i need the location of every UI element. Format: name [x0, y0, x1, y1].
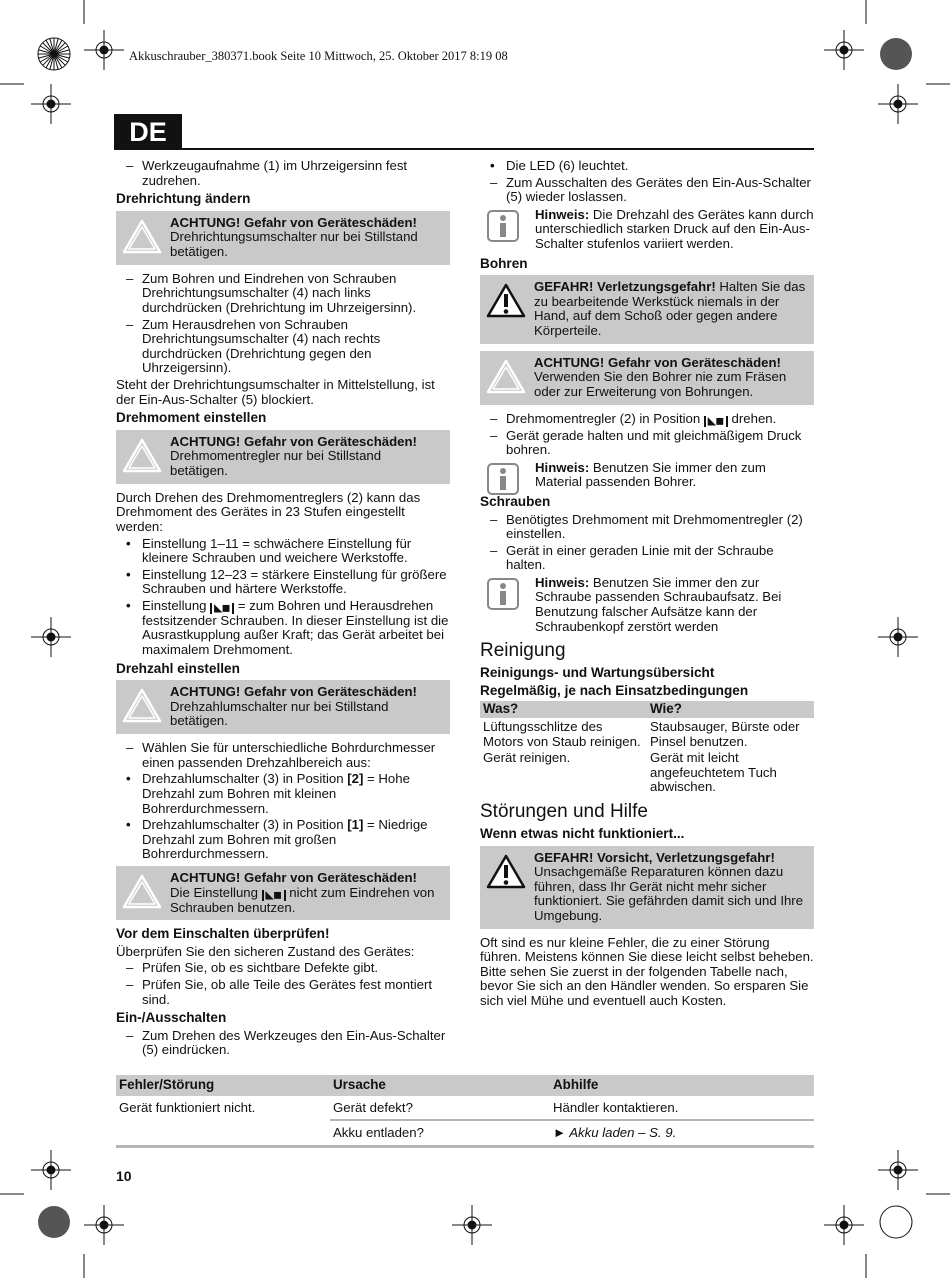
- text: [2]: [347, 771, 364, 787]
- heading-drehmoment: Drehmoment einstellen: [116, 410, 267, 426]
- table-row: [116, 1096, 814, 1121]
- heading-ein-ausschalten: Ein-/Ausschalten: [116, 1010, 227, 1026]
- left-column: [116, 159, 450, 1060]
- info-icon: [486, 577, 520, 611]
- caution-triangle-icon: [122, 438, 162, 474]
- text: drehen.: [727, 410, 777, 426]
- caution-text: Verwenden Sie den Bohrer nie zum Fräsen oder zur Erweiterung von Bohrungen.: [534, 369, 787, 399]
- note-label: Hinweis:: [535, 206, 590, 222]
- paragraph: Überprüfen Sie den sicheren Zustand des Gerätes:: [116, 943, 415, 959]
- list-item: – Prüfen Sie, ob es sichtbare Defekte gibt.: [116, 961, 450, 976]
- text: = Niedrige Drehzahl zum Bohren mit großen Bohrerdurchmessern.: [142, 817, 428, 862]
- danger-box: [480, 275, 814, 343]
- caution-title: ACHTUNG! Gefahr von Geräteschäden!: [534, 354, 781, 370]
- header-rule: [114, 148, 814, 150]
- table-cell: Gerät defekt?: [330, 1096, 550, 1121]
- text: Einstellung: [142, 597, 211, 613]
- caution-text: Drehzahlumschalter nur bei Stillstand betätigen.: [170, 698, 389, 729]
- text: Drehzahlumschalter (3) in Position: [142, 771, 348, 787]
- text: Drehzahlumschalter (3) in Position: [142, 817, 348, 833]
- column-header: Ursache: [330, 1075, 550, 1096]
- list-item: – Gerät in einer geraden Linie mit der Schraube halten.: [480, 544, 814, 573]
- table-cell: Händler kontaktieren.: [550, 1096, 814, 1121]
- table-cell-link[interactable]: ► Akku laden – S. 9.: [550, 1120, 814, 1146]
- heading-schrauben: Schrauben: [480, 493, 551, 509]
- table-cell: Gerät funktioniert nicht.: [119, 1100, 256, 1116]
- danger-triangle-icon: [486, 854, 526, 890]
- heading-drehrichtung: Drehrichtung ändern: [116, 191, 251, 207]
- table-cell: Staubsauger, Bürste oder Pinsel benutzen.: [650, 719, 800, 749]
- caution-title: ACHTUNG! Gefahr von Geräteschäden!: [170, 870, 417, 885]
- caution-triangle-icon: [122, 688, 162, 724]
- note-text: Benutzen Sie immer den zum Material passenden Bohrer.: [535, 459, 766, 490]
- danger-box: [480, 846, 814, 929]
- language-tab: DE: [114, 114, 182, 150]
- note-label: Hinweis:: [535, 574, 590, 590]
- list-item: [480, 412, 814, 427]
- table-cell: Gerät mit leicht angefeuchtetem Tuch abwischen.: [650, 750, 777, 795]
- column-header: Fehler/Störung: [116, 1075, 330, 1096]
- table-cell: Lüftungsschlitze des Motors von Staub reinigen.: [483, 719, 641, 749]
- text: = Hohe Drehzahl zum Bohren mit kleinen Bohrerdurchmessern.: [142, 771, 410, 816]
- caution-text: Drehrichtungsumschalter nur bei Stillstand betätigen.: [170, 229, 418, 259]
- print-header: Akkuschrauber_380371.book Seite 10 Mittwoch, 25. Oktober 2017 8:19 08: [129, 49, 508, 63]
- paragraph: Durch Drehen des Drehmomentreglers (2) kann das Drehmoment des Gerätes in 23 Stufen eingestellt werden:: [116, 489, 421, 534]
- list-item: • Einstellung 12–23 = stärkere Einstellung für größere Schrauben und härtere Werkstoffe.: [116, 568, 450, 597]
- heading-drehzahl: Drehzahl einstellen: [116, 660, 240, 676]
- troubleshooting-table: [116, 1075, 814, 1148]
- right-column: [480, 159, 814, 1011]
- list-item: – Zum Herausdrehen von Schrauben Drehrichtungsumschalter (4) nach rechts durchdrücken (Drehrichtung gegen den Uhrzeigersinn).: [116, 318, 450, 376]
- list-item: [116, 818, 450, 862]
- caution-text: [170, 886, 442, 916]
- list-item: – Wählen Sie für unterschiedliche Bohrdurchmesser einen passenden Drehzahlbereich aus:: [116, 741, 450, 770]
- table-cell: Gerät reinigen.: [483, 750, 571, 766]
- heading-wenn-etwas: Wenn etwas nicht funktioniert...: [480, 826, 685, 841]
- caution-title: ACHTUNG! Gefahr von Geräteschäden!: [170, 433, 417, 449]
- list-item: – Benötigtes Drehmoment mit Drehmomentregler (2) einstellen.: [480, 513, 814, 542]
- list-item: – Zum Ausschalten des Gerätes den Ein-Aus-Schalter (5) wieder loslassen.: [480, 176, 814, 205]
- table-row: [480, 718, 814, 749]
- info-icon: [486, 462, 520, 496]
- caution-triangle-icon: [122, 219, 162, 255]
- caution-box: [116, 866, 450, 920]
- column-header: Wie?: [647, 701, 814, 718]
- list-item: [116, 772, 450, 816]
- caution-box: [480, 351, 814, 405]
- list-item: • Die LED (6) leuchtet.: [480, 159, 814, 174]
- table-cell: [116, 1120, 330, 1146]
- maintenance-table: [480, 701, 814, 795]
- info-icon: [486, 209, 520, 243]
- list-item: – Werkzeugaufnahme (1) im Uhrzeigersinn fest zudrehen.: [116, 159, 450, 188]
- note-box: [480, 576, 814, 634]
- text: Die Einstellung: [170, 884, 262, 900]
- text: = zum Bohren und Herausdrehen festsitzender Schrauben. In dieser Einstellung ist die Ausrastkupplung außer Kraft; das Gerät arbeitet bei maximalem Drehmoment.: [142, 597, 449, 658]
- paragraph: Steht der Drehrichtungsumschalter in Mittelstellung, ist der Ein-Aus-Schalter (5) blockiert.: [116, 376, 435, 407]
- list-item: – Zum Drehen des Werkzeuges den Ein-Aus-Schalter (5) eindrücken.: [116, 1029, 450, 1058]
- list-item: – Prüfen Sie, ob alle Teile des Gerätes fest montiert sind.: [116, 978, 450, 1007]
- table-row: [480, 749, 814, 795]
- column-header: Abhilfe: [550, 1075, 814, 1096]
- text: nicht zum Eindrehen von Schrauben benutzen.: [170, 884, 435, 915]
- caution-triangle-icon: [122, 874, 162, 910]
- heading-reinigung: Reinigung: [480, 640, 566, 662]
- table-cell: Akku entladen?: [330, 1120, 550, 1146]
- drill-setting-icon: ◣◼: [210, 603, 234, 614]
- caution-box: [116, 680, 450, 734]
- note-text: Benutzen Sie immer den zur Schraube passenden Schraubaufsatz. Bei Benutzung falscher Aufsätze kann der Schraubenkopf zerstört werden: [535, 574, 782, 634]
- danger-triangle-icon: [486, 283, 526, 319]
- heading-uebersicht: Reinigungs- und Wartungsübersicht: [480, 665, 715, 681]
- list-item: [116, 599, 450, 658]
- table-row: [116, 1120, 814, 1146]
- caution-text: Drehmomentregler nur bei Stillstand betätigen.: [170, 448, 382, 478]
- list-item: – Gerät gerade halten und mit gleichmäßigem Druck bohren.: [480, 429, 814, 458]
- list-item: – Zum Bohren und Eindrehen von Schrauben Drehrichtungsumschalter (4) nach links durchdrücken (Drehrichtung im Uhrzeigersinn).: [116, 272, 450, 316]
- danger-title: GEFAHR! Vorsicht, Verletzungsgefahr!: [534, 849, 775, 865]
- text: Drehmomentregler (2) in Position: [506, 410, 704, 426]
- note-box: [480, 461, 814, 490]
- drill-setting-icon: ◣◼: [262, 890, 286, 901]
- page-number: 10: [116, 1168, 132, 1184]
- danger-title: GEFAHR! Verletzungsgefahr!: [534, 279, 716, 295]
- danger-text: Halten Sie das zu bearbeitende Werkstück niemals in der Hand, auf dem Schoß oder gegen andere Körperteile.: [534, 279, 806, 338]
- danger-text: Unsachgemäße Reparaturen können dazu führen, dass Ihr Gerät nicht mehr sicher funktioniert. Sie gefährden damit sich und Ihre Umgebung.: [534, 864, 804, 923]
- caution-box: [116, 430, 450, 484]
- paragraph: Oft sind es nur kleine Fehler, die zu einer Störung führen. Meistens können Sie diese leicht selbst beheben. Bitte sehen Sie zuerst in der folgenden Tabelle nach, bevor Sie sich an den Händler wenden. So ersparen Sie sich viel Mühe und eventuell auch Kosten.: [480, 934, 814, 1008]
- drill-setting-icon: ◣◼: [704, 416, 728, 427]
- heading-bohren: Bohren: [480, 255, 528, 271]
- note-label: Hinweis:: [535, 459, 590, 475]
- caution-triangle-icon: [486, 359, 526, 395]
- caution-title: ACHTUNG! Gefahr von Geräteschäden!: [170, 214, 417, 230]
- heading-vor-dem-einschalten: Vor dem Einschalten überprüfen!: [116, 926, 330, 942]
- heading-stoerungen: Störungen und Hilfe: [480, 801, 648, 822]
- list-item: • Einstellung 1–11 = schwächere Einstellung für kleinere Schrauben und weichere Werkstoffe.: [116, 537, 450, 566]
- heading-regelmaessig: Regelmäßig, je nach Einsatzbedingungen: [480, 682, 749, 698]
- note-text: Die Drehzahl des Gerätes kann durch unterschiedlich starken Druck auf den Ein-Aus-Schalter stufenlos variiert werden.: [535, 206, 814, 251]
- caution-box: [116, 211, 450, 265]
- text: [1]: [347, 817, 364, 833]
- note-box: [480, 208, 814, 252]
- caution-title: ACHTUNG! Gefahr von Geräteschäden!: [170, 684, 417, 700]
- column-header: Was?: [480, 701, 647, 718]
